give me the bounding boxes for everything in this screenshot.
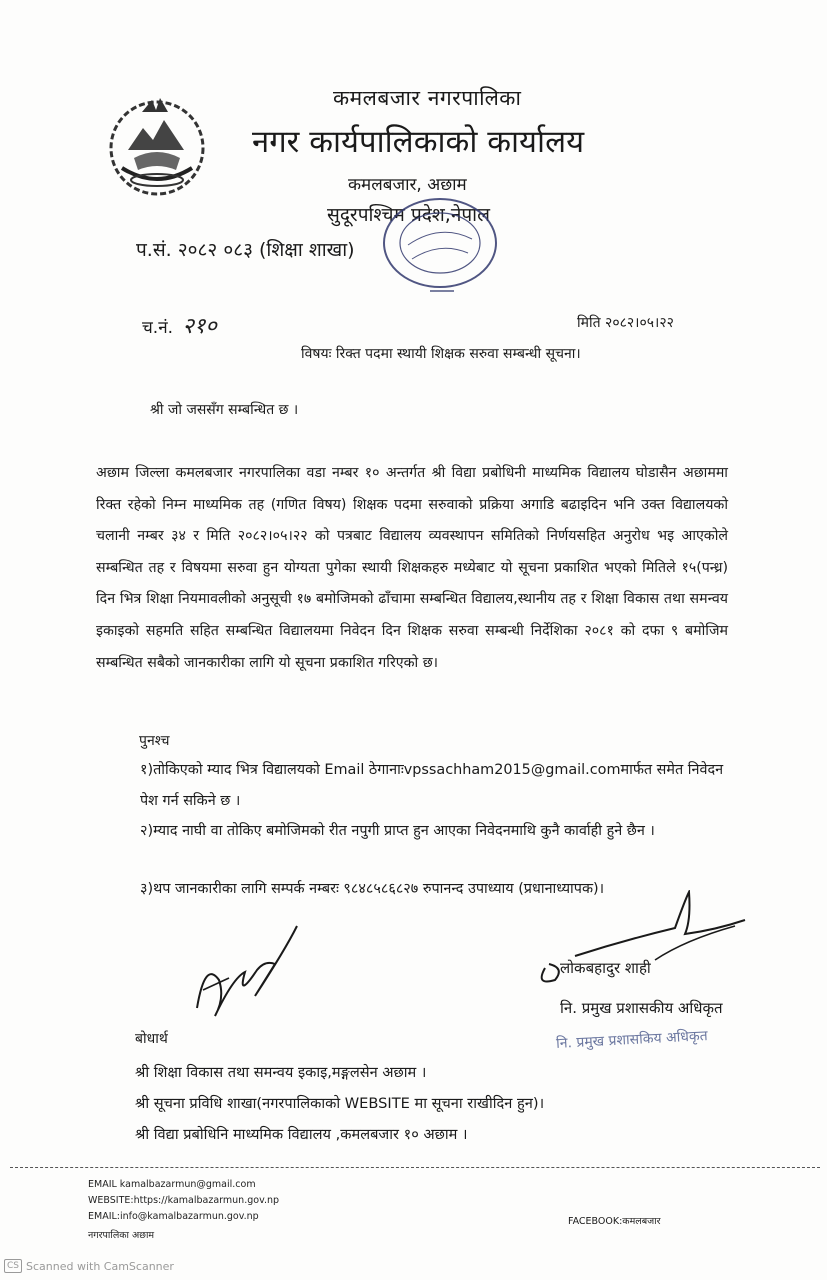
cc-item: श्री विद्या प्रबोधिनि माध्यमिक विद्यालय ,कमलबजार १० अछाम ।: [135, 1126, 468, 1143]
body-paragraph: अछाम जिल्ला कमलबजार नगरपालिका वडा नम्बर १० अन्तर्गत श्री विद्या प्रबोधिनी माध्यमिक विद्यालय घोडासैन अछाममा रिक्त रहेको निम्न माध्यमिक तह (गणित विषय) शिक्षक पदमा सरुवाको प्रक्रिया अगाडि बढाइदिन भनि उक्त विद्यालयको चलानी नम्बर ३४ र मिति २०८२।०५।२२ को पत्रबाट विद्यालय व्यवस्थापन समितिको निर्णयसहित अनुरोध भइ आएकोले सम्बन्धित तह र विषयमा सरुवा हुन योग्यता पुगेका स्थायी शिक्षकहरु मध्येबाट यो सूचना प्रकाशित भएको मितिले १५(पन्ध्र) दिन भित्र शिक्षा नियमावलीको अनुसूची १७ बमोजिमको ढाँचामा सम्बन्धित विद्यालय,स्थानीय तह र शिक्षा विकास तथा समन्वय इकाइको सहमति सहित सम्बन्धित विद्यालयमा निवेदन दिन शिक्षक सरुवा सम्बन्धी निर्देशिका २०८१ को दफा ९ बमोजिम सम्बन्धित सबैको जानकारीका लागि यो सूचना प्रकाशित गरिएको छ।: [96, 465, 728, 671]
signatory-stamp: नि. प्रमुख प्रशासकिय अधिकृत: [555, 1028, 709, 1052]
scanner-watermark: [4, 1259, 174, 1273]
postscript-label: पुनश्च: [139, 733, 170, 749]
cc-label: बोधार्थ: [135, 1031, 168, 1047]
reference-number: प.सं. २०८२ ०८३ (शिक्षा शाखा): [136, 239, 355, 261]
chalani-number: [142, 310, 217, 340]
footer-email: EMAIL kamalbazarmun@gmail.com: [88, 1179, 256, 1190]
camscanner-icon: CS: [4, 1259, 22, 1273]
office-title: नगर कार्यपालिकाको कार्यालय: [252, 124, 585, 160]
letter-subject: विषयः रिक्त पदमा स्थायी शिक्षक सरुवा सम्बन्धी सूचना।: [301, 346, 581, 362]
addressee: श्री जो जससँग सम्बन्धित छ ।: [150, 402, 299, 418]
footer-website: WEBSITE:https://kamalbazarmun.gov.np: [88, 1195, 280, 1206]
office-province: सुदूरपश्चिम प्रदेश,नेपाल: [327, 204, 490, 226]
footer-facebook: FACEBOOK:कमलबजार: [568, 1216, 661, 1227]
footer-divider: [10, 1167, 820, 1168]
office-place: कमलबजार, अछाम: [348, 175, 467, 195]
signatory-name: लोकबहादुर शाही: [560, 959, 651, 977]
scanner-text: Scanned with CamScanner: [26, 1259, 174, 1273]
cc-item: श्री शिक्षा विकास तथा समन्वय इकाइ,मङ्गलसेन अछाम ।: [135, 1064, 427, 1081]
cc-item: श्री सूचना प्रविधि शाखा(नगरपालिकाको WEBSITE मा सूचना राखीदिन हुन)।: [135, 1095, 545, 1112]
nepal-emblem-icon: [98, 90, 216, 202]
signature-left-icon: [185, 920, 315, 1030]
letter-date: मिति २०८२।०५।२२: [577, 315, 674, 331]
municipality-name: कमलबजार नगरपालिका: [333, 86, 522, 110]
office-stamp-icon: [368, 195, 508, 305]
signatory-title: नि. प्रमुख प्रशासकीय अधिकृत: [560, 999, 723, 1017]
footer-office: नगरपालिका अछाम: [88, 1230, 155, 1241]
postscript-item: १)तोकिएको म्याद भित्र विद्यालयको Email ठेगानाःvpssachham2015@gmail.comमार्फत समेत निवेदन पेश गर्न सकिने छ ।: [140, 762, 724, 809]
postscript-item: २)म्याद नाघी वा तोकिए बमोजिमको रीत नपुगी प्राप्त हुन आएका निवेदनमाथि कुनै कार्वाही हुने छैन ।: [140, 823, 655, 839]
chalani-label: च.नं.: [142, 318, 174, 338]
footer-email-info: EMAIL:info@kamalbazarmun.gov.np: [88, 1211, 259, 1222]
chalani-value: २१०: [182, 314, 217, 339]
postscript-item: ३)थप जानकारीका लागि सम्पर्क नम्बरः ९८४८५८६८२७ रुपानन्द उपाध्याय (प्रधानाध्यापक)।: [140, 881, 605, 897]
